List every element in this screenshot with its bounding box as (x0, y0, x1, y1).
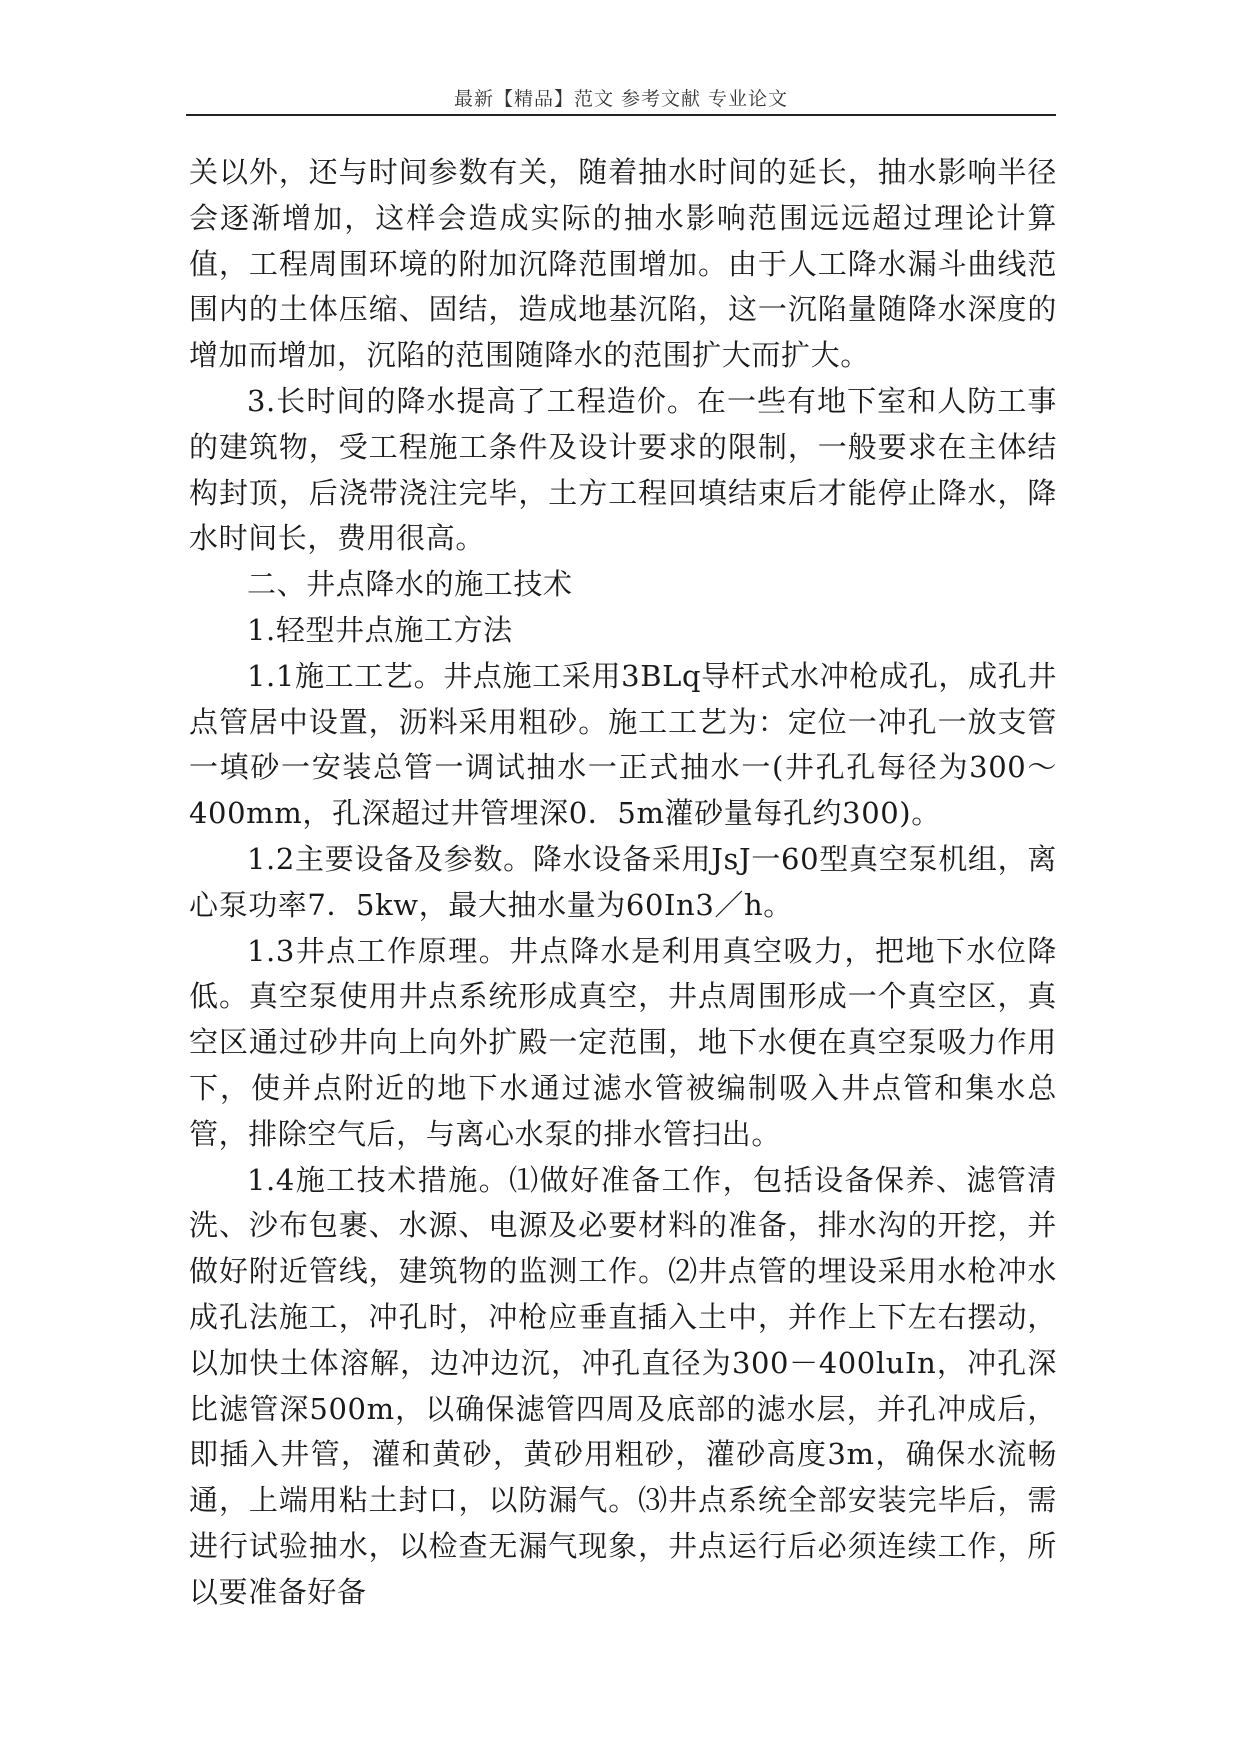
page-header: 最新【精品】范文 参考文献 专业论文 (453, 88, 789, 110)
paragraph-1-1-construction-process: 1.1施工工艺。井点施工采用3BLq导杆式水冲枪成孔，成孔井点管居中设置，沥料采用粗砂。施工工艺为：定位一冲孔一放支管一填砂一安装总管一调试抽水一正式抽水一(井孔孔每径为300～400mm，孔深超过井管埋深0．5m灌砂量每孔约300)。 (189, 658, 1057, 831)
header-divider (186, 114, 1056, 116)
subsection-heading-light-wellpoint: 1.轻型井点施工方法 (247, 612, 513, 647)
section-heading-wellpoint-dewatering: 二、井点降水的施工技术 (247, 567, 573, 602)
paragraph-1-4-technical-measures: 1.4施工技术措施。⑴做好准备工作，包括设备保养、滤管清洗、沙布包裹、水源、电源及必要材料的准备，排水沟的开挖，并做好附近管线，建筑物的监测工作。⑵井点管的埋设采用水枪冲水成孔法施工，冲孔时，冲枪应垂直插入土中，并作上下左右摆动，以加快土体溶解，边冲边沉，冲孔直径为300－400luIn，冲孔深比滤管深500m，以确保滤管四周及底部的滤水层，并孔冲成后，即插入井管，灌和黄砂，黄砂用粗砂，灌砂高度3m，确保水流畅通，上端用粘土封口，以防漏气。⑶井点系统全部安装完毕后，需进行试验抽水，以检查无漏气现象，井点运行后必须连续工作，所以要准备好备 (189, 1162, 1057, 1609)
paragraph-1-2-equipment-parameters: 1.2主要设备及参数。降水设备采用JsJ一60型真空泵机组，离心泵功率7．5kw，最大抽水量为60In3／h。 (189, 841, 1057, 922)
paragraph-1-3-working-principle: 1.3井点工作原理。井点降水是利用真空吸力，把地下水位降低。真空泵使用井点系统形成真空，井点周围形成一个真空区，真空区通过砂井向上向外扩殿一定范围，地下水便在真空泵吸力作用下，使并点附近的地下水通过滤水管被编制吸入井点管和集水总管，排除空气后，与离心水泵的排水管扫出。 (189, 933, 1057, 1151)
document-body (189, 150, 1057, 1616)
paragraph-continued: 关以外，还与时间参数有关，随着抽水时间的延长，抽水影响半径会逐渐增加，这样会造成实际的抽水影响范围远远超过理论计算值，工程周围环境的附加沉降范围增加。由于人工降水漏斗曲线范围内的土体压缩、固结，造成地基沉陷，这一沉陷量随降水深度的增加而增加，沉陷的范围随降水的范围扩大而扩大。 (189, 155, 1057, 373)
paragraph-section-3: 3.长时间的降水提高了工程造价。在一些有地下室和人防工事的建筑物，受工程施工条件及设计要求的限制，一般要求在主体结构封顶，后浇带浇注完毕，土方工程回填结束后才能停止降水，降水时间长，费用很高。 (189, 383, 1057, 556)
